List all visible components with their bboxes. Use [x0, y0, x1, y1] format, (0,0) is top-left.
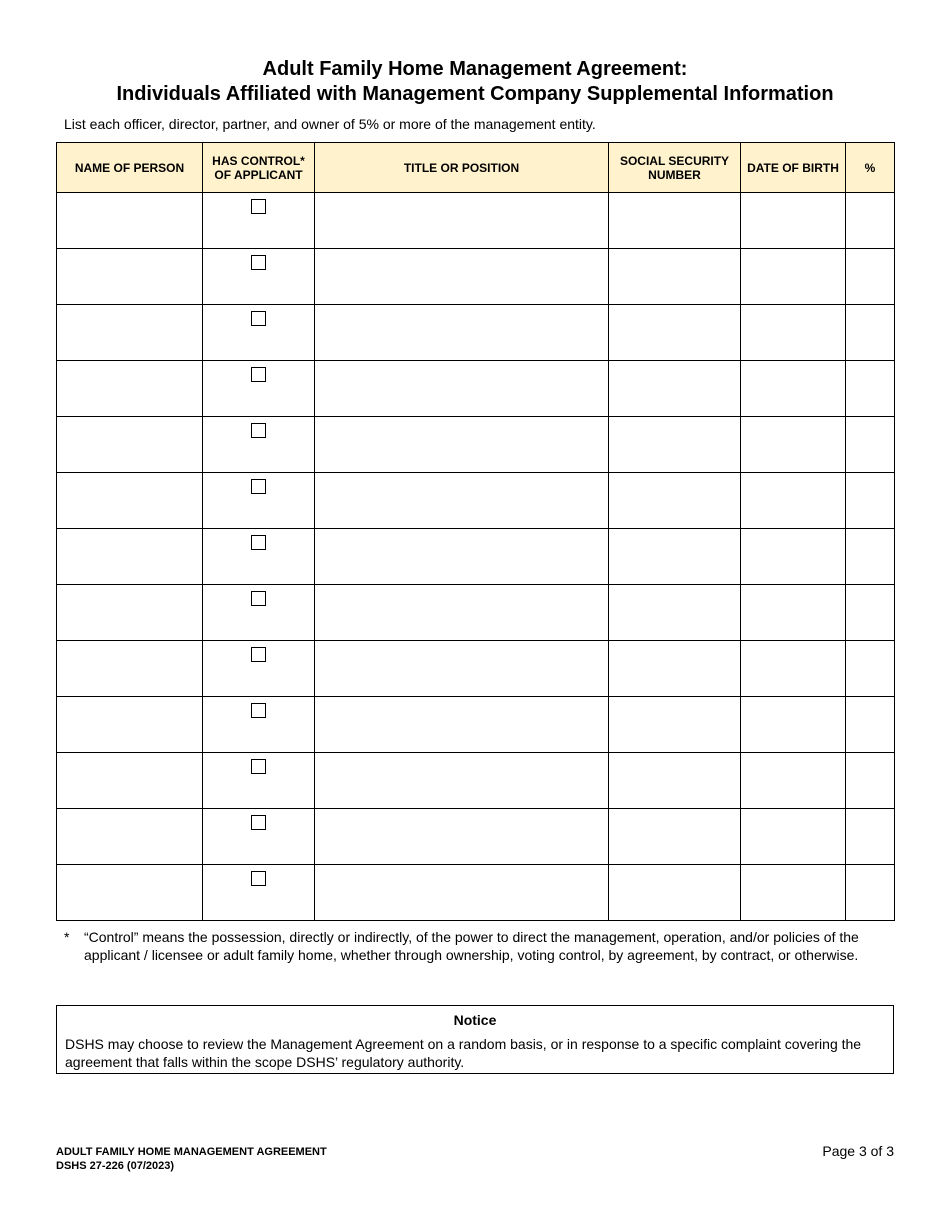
percent-cell[interactable] — [846, 305, 895, 361]
has-control-checkbox[interactable] — [251, 479, 266, 494]
notice-title: Notice — [453, 1012, 497, 1028]
dob-cell[interactable] — [741, 193, 846, 249]
dob-cell[interactable] — [741, 697, 846, 753]
dob-cell[interactable] — [741, 473, 846, 529]
ssn-cell[interactable] — [609, 697, 741, 753]
control-cell — [203, 249, 315, 305]
table-header-row — [57, 143, 895, 193]
document-title: Adult Family Home Management Agreement: — [262, 58, 688, 80]
has-control-checkbox[interactable] — [251, 255, 266, 270]
affiliated-individuals-table — [56, 142, 895, 921]
table-row — [57, 361, 895, 417]
control-cell — [203, 641, 315, 697]
has-control-checkbox[interactable] — [251, 591, 266, 606]
title-cell[interactable] — [315, 305, 609, 361]
table-row — [57, 865, 895, 921]
title-cell[interactable] — [315, 585, 609, 641]
ssn-cell[interactable] — [609, 753, 741, 809]
control-cell — [203, 193, 315, 249]
percent-cell[interactable] — [846, 697, 895, 753]
has-control-checkbox[interactable] — [251, 815, 266, 830]
name-cell[interactable] — [57, 585, 203, 641]
dob-cell[interactable] — [741, 529, 846, 585]
header-social-security-number: SOCIAL SECURITY NUMBER — [609, 143, 741, 193]
title-cell[interactable] — [315, 697, 609, 753]
control-cell — [203, 585, 315, 641]
control-cell — [203, 361, 315, 417]
ssn-cell[interactable] — [609, 585, 741, 641]
title-cell[interactable] — [315, 641, 609, 697]
percent-cell[interactable] — [846, 417, 895, 473]
name-cell[interactable] — [57, 305, 203, 361]
table-row — [57, 753, 895, 809]
ssn-cell[interactable] — [609, 417, 741, 473]
table-row — [57, 305, 895, 361]
header-percent: % — [846, 143, 895, 193]
control-cell — [203, 473, 315, 529]
has-control-checkbox[interactable] — [251, 367, 266, 382]
instruction-text: List each officer, director, partner, and owner of 5% or more of the management entity. — [64, 116, 596, 132]
form-name: ADULT FAMILY HOME MANAGEMENT AGREEMENT — [56, 1146, 327, 1158]
percent-cell[interactable] — [846, 753, 895, 809]
ssn-cell[interactable] — [609, 641, 741, 697]
notice-box — [56, 1005, 894, 1074]
percent-cell[interactable] — [846, 529, 895, 585]
ssn-cell[interactable] — [609, 529, 741, 585]
has-control-checkbox[interactable] — [251, 311, 266, 326]
name-cell[interactable] — [57, 809, 203, 865]
has-control-checkbox[interactable] — [251, 759, 266, 774]
control-cell — [203, 529, 315, 585]
has-control-checkbox[interactable] — [251, 871, 266, 886]
header-title-or-position: TITLE OR POSITION — [315, 143, 609, 193]
percent-cell[interactable] — [846, 249, 895, 305]
table-row — [57, 697, 895, 753]
dob-cell[interactable] — [741, 417, 846, 473]
title-cell[interactable] — [315, 193, 609, 249]
table-row — [57, 585, 895, 641]
header-name-of-person: NAME OF PERSON — [57, 143, 203, 193]
document-subtitle: Individuals Affiliated with Management Company Supplemental Information — [116, 83, 834, 105]
table-row — [57, 809, 895, 865]
percent-cell[interactable] — [846, 193, 895, 249]
header-date-of-birth: DATE OF BIRTH — [741, 143, 846, 193]
percent-cell[interactable] — [846, 865, 895, 921]
percent-cell[interactable] — [846, 585, 895, 641]
footnote-marker: * — [64, 929, 70, 945]
table-row — [57, 473, 895, 529]
ssn-cell[interactable] — [609, 361, 741, 417]
table-row — [57, 529, 895, 585]
name-cell[interactable] — [57, 361, 203, 417]
dob-cell[interactable] — [741, 865, 846, 921]
title-cell[interactable] — [315, 529, 609, 585]
form-number: DSHS 27-226 (07/2023) — [56, 1160, 175, 1172]
title-cell[interactable] — [315, 361, 609, 417]
table-row — [57, 641, 895, 697]
ssn-cell[interactable] — [609, 865, 741, 921]
has-control-checkbox[interactable] — [251, 535, 266, 550]
table-row — [57, 249, 895, 305]
name-cell[interactable] — [57, 641, 203, 697]
percent-cell[interactable] — [846, 641, 895, 697]
control-cell — [203, 865, 315, 921]
dob-cell[interactable] — [741, 809, 846, 865]
name-cell[interactable] — [57, 865, 203, 921]
dob-cell[interactable] — [741, 361, 846, 417]
title-cell[interactable] — [315, 809, 609, 865]
has-control-checkbox[interactable] — [251, 199, 266, 214]
percent-cell[interactable] — [846, 361, 895, 417]
name-cell[interactable] — [57, 529, 203, 585]
name-cell[interactable] — [57, 753, 203, 809]
name-cell[interactable] — [57, 697, 203, 753]
name-cell[interactable] — [57, 417, 203, 473]
footnote-text: “Control” means the possession, directly or indirectly, of the power to direct the management, operation, and/or policies of the applicant / licensee or adult family home, whether through ownership, voting control, by agreement, by contract, or otherwise. — [84, 929, 859, 963]
ssn-cell[interactable] — [609, 809, 741, 865]
control-cell — [203, 753, 315, 809]
notice-text: DSHS may choose to review the Management Agreement on a random basis, or in response to a specific complaint covering the agreement that falls within the scope DSHS’ regulatory authority. — [65, 1036, 862, 1070]
name-cell[interactable] — [57, 473, 203, 529]
page-number: Page 3 of 3 — [822, 1143, 894, 1159]
ssn-cell[interactable] — [609, 193, 741, 249]
dob-cell[interactable] — [741, 585, 846, 641]
dob-cell[interactable] — [741, 641, 846, 697]
title-cell[interactable] — [315, 249, 609, 305]
title-cell[interactable] — [315, 473, 609, 529]
control-cell — [203, 417, 315, 473]
ssn-cell[interactable] — [609, 305, 741, 361]
ssn-cell[interactable] — [609, 249, 741, 305]
has-control-checkbox[interactable] — [251, 703, 266, 718]
name-cell[interactable] — [57, 193, 203, 249]
control-cell — [203, 697, 315, 753]
title-cell[interactable] — [315, 753, 609, 809]
has-control-checkbox[interactable] — [251, 423, 266, 438]
form-footer — [56, 1145, 327, 1173]
percent-cell[interactable] — [846, 809, 895, 865]
ssn-cell[interactable] — [609, 473, 741, 529]
title-cell[interactable] — [315, 417, 609, 473]
header-has-control: HAS CONTROL* OF APPLICANT — [203, 143, 315, 193]
control-footnote — [64, 928, 894, 964]
table-row — [57, 193, 895, 249]
control-cell — [203, 305, 315, 361]
dob-cell[interactable] — [741, 753, 846, 809]
dob-cell[interactable] — [741, 305, 846, 361]
title-cell[interactable] — [315, 865, 609, 921]
table-row — [57, 417, 895, 473]
name-cell[interactable] — [57, 249, 203, 305]
percent-cell[interactable] — [846, 473, 895, 529]
control-cell — [203, 809, 315, 865]
has-control-checkbox[interactable] — [251, 647, 266, 662]
dob-cell[interactable] — [741, 249, 846, 305]
